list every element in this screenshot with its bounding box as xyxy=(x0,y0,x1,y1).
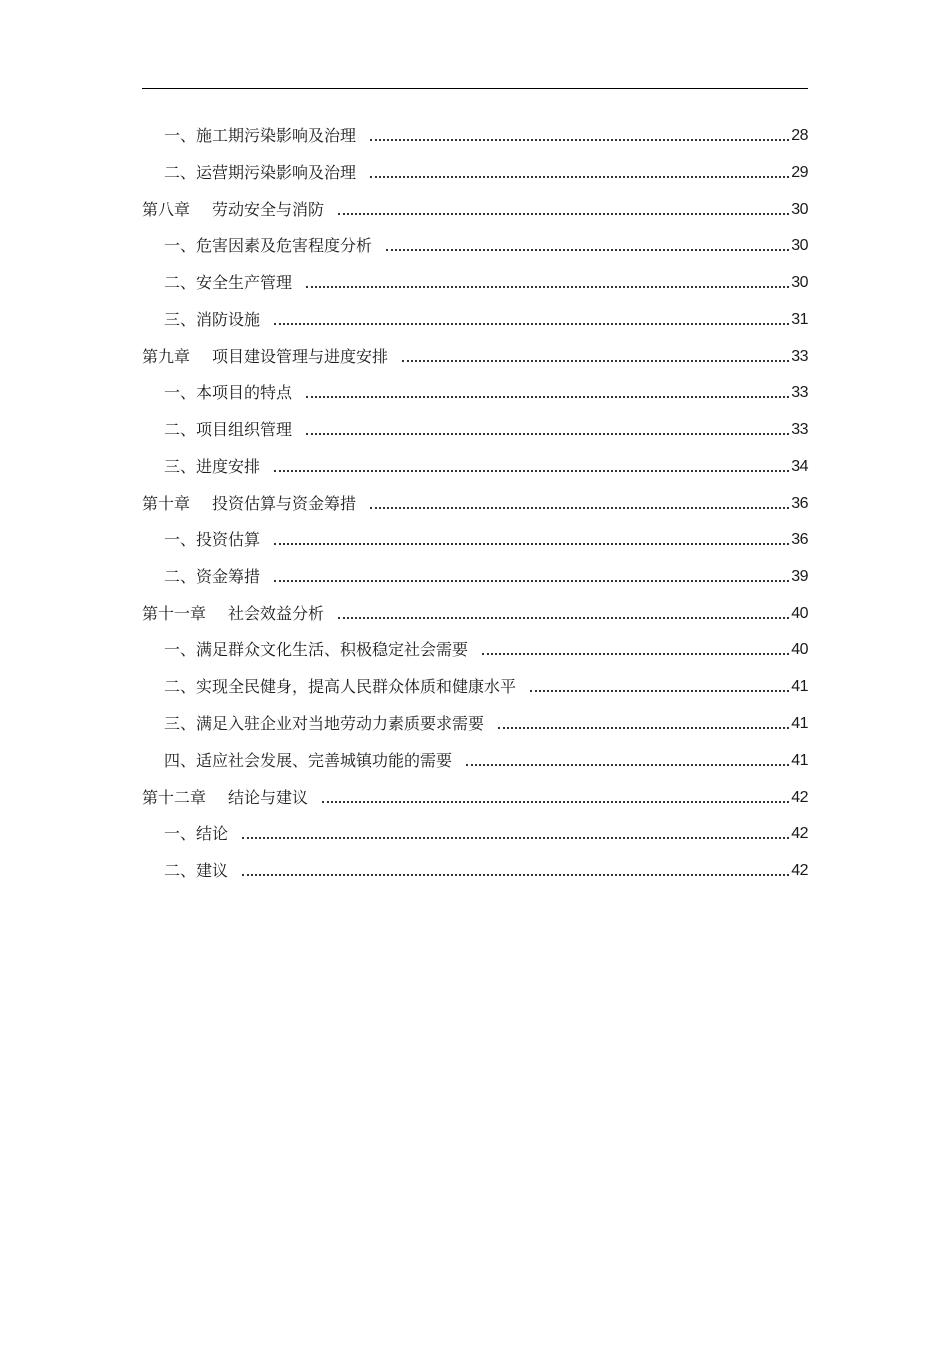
toc-entry-title: 消防设施 xyxy=(196,310,261,329)
toc-entry-number: 二、 xyxy=(164,861,197,880)
toc-dot-leader xyxy=(242,837,789,839)
toc-section-entry[interactable] xyxy=(142,375,808,403)
toc-entry-title: 结论与建议 xyxy=(228,788,309,807)
toc-dot-leader xyxy=(498,727,789,729)
toc-entry-title: 结论 xyxy=(196,824,229,843)
toc-page-number: 36 xyxy=(791,495,808,512)
toc-entry-title: 施工期污染影响及治理 xyxy=(196,126,357,145)
toc-entry-title: 本项目的特点 xyxy=(196,383,293,402)
toc-section-entry[interactable] xyxy=(142,118,808,146)
toc-section-entry[interactable] xyxy=(142,853,808,881)
toc-dot-leader xyxy=(306,286,789,288)
toc-section-entry[interactable] xyxy=(142,559,808,587)
toc-entry-title: 项目建设管理与进度安排 xyxy=(212,347,389,366)
toc-page-number: 30 xyxy=(791,274,808,291)
toc-entry-title: 投资估算 xyxy=(196,530,261,549)
toc-dot-leader xyxy=(274,580,789,582)
toc-entry-title: 进度安排 xyxy=(196,457,261,476)
toc-entry-number: 三、 xyxy=(164,310,197,329)
toc-page-number: 39 xyxy=(791,568,808,585)
toc-dot-leader xyxy=(274,470,789,472)
toc-dot-leader xyxy=(482,653,789,655)
toc-page-number: 42 xyxy=(791,862,808,879)
toc-section-entry[interactable] xyxy=(142,743,808,771)
toc-entry-number: 二、 xyxy=(164,420,197,439)
toc-entry-title: 项目组织管理 xyxy=(196,420,293,439)
toc-dot-leader xyxy=(466,764,789,766)
toc-section-entry[interactable] xyxy=(142,669,808,697)
toc-chapter-entry[interactable] xyxy=(142,780,808,808)
toc-dot-leader xyxy=(338,617,789,619)
toc-entry-number: 第八章 xyxy=(142,200,191,219)
toc-chapter-entry[interactable] xyxy=(142,486,808,514)
toc-entry-number: 二、 xyxy=(164,567,197,586)
toc-entry-title: 社会效益分析 xyxy=(228,604,325,623)
toc-page-number: 41 xyxy=(791,715,808,732)
toc-page-number: 33 xyxy=(791,421,808,438)
toc-dot-leader xyxy=(338,213,789,215)
toc-entry-number: 二、 xyxy=(164,677,197,696)
toc-entry-title: 建议 xyxy=(196,861,229,880)
toc-page-number: 31 xyxy=(791,311,808,328)
toc-dot-leader xyxy=(402,360,789,362)
toc-entry-number: 第十一章 xyxy=(142,604,207,623)
toc-dot-leader xyxy=(306,396,789,398)
toc-entry-title: 实现全民健身，提高人民群众体质和健康水平 xyxy=(196,677,517,696)
toc-entry-title: 劳动安全与消防 xyxy=(212,200,325,219)
toc-page-number: 42 xyxy=(791,825,808,842)
toc-chapter-entry[interactable] xyxy=(142,596,808,624)
toc-entry-number: 三、 xyxy=(164,714,197,733)
toc-section-entry[interactable] xyxy=(142,412,808,440)
toc-page-number: 28 xyxy=(791,127,808,144)
toc-section-entry[interactable] xyxy=(142,449,808,477)
toc-dot-leader xyxy=(386,249,789,251)
toc-dot-leader xyxy=(322,801,789,803)
toc-entry-title: 适应社会发展、完善城镇功能的需要 xyxy=(196,751,453,770)
toc-entry-number: 第十章 xyxy=(142,494,191,513)
toc-section-entry[interactable] xyxy=(142,522,808,550)
toc-entry-number: 一、 xyxy=(164,236,197,255)
toc-entry-number: 第十二章 xyxy=(142,788,207,807)
toc-page-number: 34 xyxy=(791,458,808,475)
toc-page-number: 36 xyxy=(791,531,808,548)
toc-section-entry[interactable] xyxy=(142,228,808,256)
toc-dot-leader xyxy=(306,433,789,435)
toc-entry-title: 满足群众文化生活、积极稳定社会需要 xyxy=(196,640,469,659)
toc-chapter-entry[interactable] xyxy=(142,192,808,220)
toc-section-entry[interactable] xyxy=(142,632,808,660)
toc-dot-leader xyxy=(370,507,789,509)
toc-entry-title: 满足入驻企业对当地劳动力素质要求需要 xyxy=(196,714,485,733)
toc-entry-number: 三、 xyxy=(164,457,197,476)
toc-dot-leader xyxy=(530,690,789,692)
toc-dot-leader xyxy=(370,139,789,141)
toc-dot-leader xyxy=(370,176,789,178)
toc-page-number: 40 xyxy=(791,641,808,658)
toc-entry-number: 四、 xyxy=(164,751,197,770)
toc-section-entry[interactable] xyxy=(142,155,808,183)
header-rule xyxy=(142,88,808,89)
toc-entry-number: 一、 xyxy=(164,824,197,843)
toc-entry-number: 一、 xyxy=(164,530,197,549)
toc-entry-title: 危害因素及危害程度分析 xyxy=(196,236,373,255)
toc-page-number: 33 xyxy=(791,384,808,401)
toc-dot-leader xyxy=(242,874,789,876)
toc-page-number: 41 xyxy=(791,752,808,769)
toc-page-number: 42 xyxy=(791,789,808,806)
toc-entry-number: 第九章 xyxy=(142,347,191,366)
toc-entry-number: 二、 xyxy=(164,273,197,292)
toc-page-number: 41 xyxy=(791,678,808,695)
toc-page-number: 40 xyxy=(791,605,808,622)
toc-section-entry[interactable] xyxy=(142,302,808,330)
toc-entry-title: 安全生产管理 xyxy=(196,273,293,292)
toc-section-entry[interactable] xyxy=(142,265,808,293)
table-of-contents xyxy=(142,118,808,890)
toc-section-entry[interactable] xyxy=(142,706,808,734)
toc-entry-number: 一、 xyxy=(164,640,197,659)
toc-entry-number: 一、 xyxy=(164,126,197,145)
toc-page-number: 33 xyxy=(791,348,808,365)
toc-entry-number: 一、 xyxy=(164,383,197,402)
toc-page-number: 30 xyxy=(791,237,808,254)
toc-entry-title: 资金筹措 xyxy=(196,567,261,586)
toc-entry-title: 运营期污染影响及治理 xyxy=(196,163,357,182)
toc-chapter-entry[interactable] xyxy=(142,339,808,367)
toc-entry-number: 二、 xyxy=(164,163,197,182)
toc-page-number: 30 xyxy=(791,201,808,218)
toc-page-number: 29 xyxy=(791,164,808,181)
toc-dot-leader xyxy=(274,323,789,325)
toc-section-entry[interactable] xyxy=(142,816,808,844)
toc-entry-title: 投资估算与资金筹措 xyxy=(212,494,357,513)
toc-dot-leader xyxy=(274,543,789,545)
